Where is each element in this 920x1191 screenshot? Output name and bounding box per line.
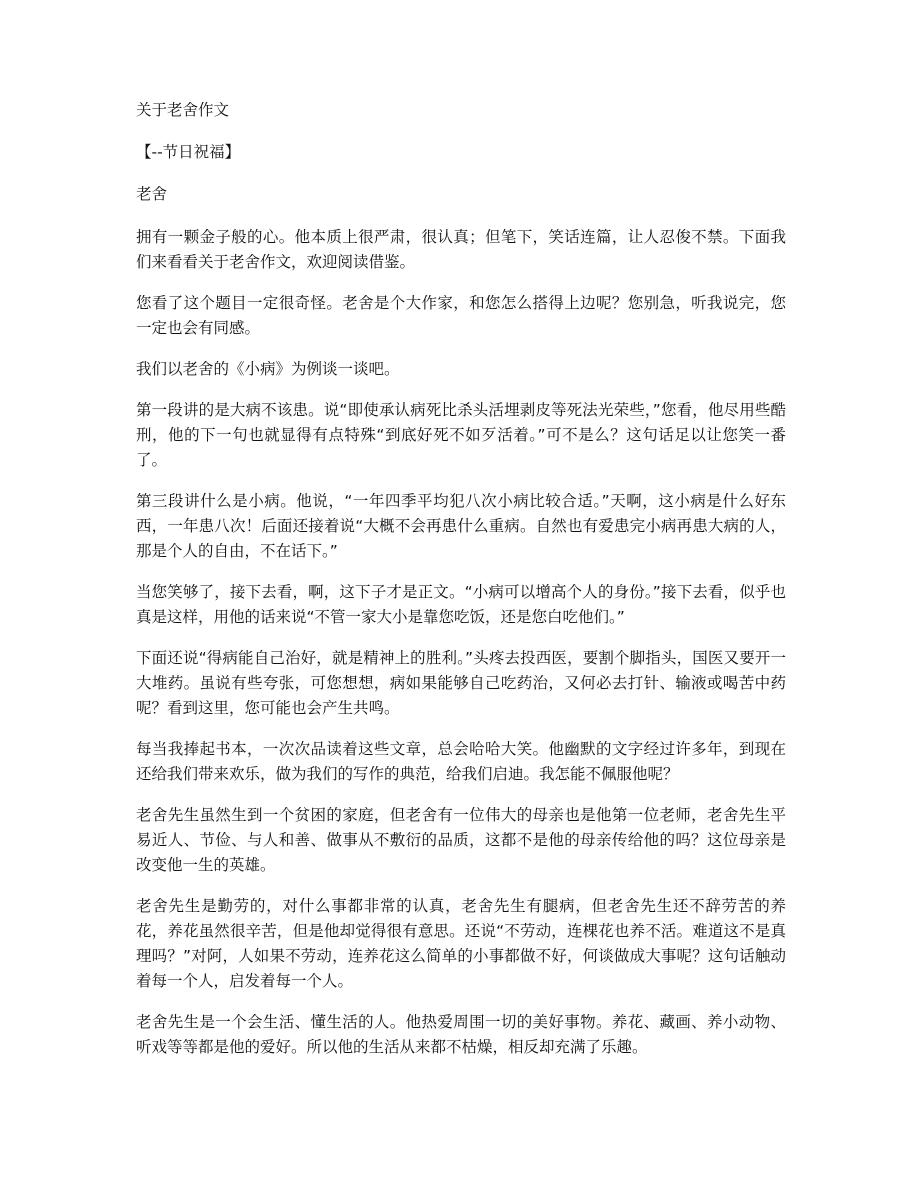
document-page — [136, 98, 786, 1076]
paragraph-10: 老舍先生是勤劳的，对什么事都非常的认真，老舍先生有腿病，但老舍先生还不辞劳苦的养花，养花虽然很辛苦，但是他却觉得很有意思。还说“不劳动，连棵花也养不活。难道这不是真理吗？”对阿，人如果不劳动，连养花这么简单的小事都做不好，何谈做成大事呢？这句话触动着每一个人，启发着每一个人。 — [136, 897, 786, 990]
paragraph-8: 每当我捧起书本，一次次品读着这些文章，总会哈哈大笑。他幽默的文字经过许多年，到现在还给我们带来欢乐，做为我们的写作的典范，给我们启迪。我怎能不佩服他呢？ — [136, 740, 786, 783]
paragraph-2: 您看了这个题目一定很奇怪。老舍是个大作家，和您怎么搭得上边呢？您别急，听我说完，您一定也会有同感。 — [136, 294, 786, 337]
paragraph-4: 第一段讲的是大病不该患。说“即使承认病死比杀头活埋剥皮等死法光荣些，”您看，他尽用些酷刑，他的下一句也就显得有点特殊“到底好死不如歹活着。”可不是么？这句话足以让您笑一番了。 — [136, 401, 786, 469]
document-title: 关于老舍作文 — [136, 101, 230, 119]
paragraph-7: 下面还说“得病能自己治好，就是精神上的胜利。”头疼去投西医，要割个脚指头，国医又要开一大堆药。虽说有些夸张，可您想想，病如果能够自己吃药治，又何必去打针、输液或喝苦中药呢？看到这里，您可能也会产生共鸣。 — [136, 649, 786, 717]
paragraph-1: 拥有一颗金子般的心。他本质上很严肃，很认真；但笔下，笑话连篇，让人忍俊不禁。下面我们来看看关于老舍作文，欢迎阅读借鉴。 — [136, 228, 786, 271]
paragraph-3: 我们以老舍的《小病》为例谈一谈吧。 — [136, 360, 400, 378]
document-author: 老舍 — [136, 185, 168, 203]
paragraph-6: 当您笑够了，接下去看，啊，这下子才是正文。“小病可以增高个人的身份。”接下去看，似乎也真是这样，用他的话来说“不管一家大小是靠您吃饭，还是您白吃他们。” — [136, 583, 786, 626]
paragraph-11: 老舍先生是一个会生活、懂生活的人。他热爱周围一切的美好事物。养花、藏画、养小动物、听戏等等都是他的爱好。所以他的生活从来都不枯燥，相反却充满了乐趣。 — [136, 1013, 786, 1056]
document-tag: 【--节日祝福】 — [136, 143, 241, 161]
paragraph-5: 第三段讲什么是小病。他说，“一年四季平均犯八次小病比较合适。”天啊，这小病是什么好东西，一年患八次！后面还接着说“大概不会再患什么重病。自然也有爱患完小病再患大病的人，那是个人的自由，不在话下。” — [136, 492, 786, 560]
paragraph-9: 老舍先生虽然生到一个贫困的家庭，但老舍有一位伟大的母亲也是他第一位老师，老舍先生平易近人、节俭、与人和善、做事从不敷衍的品质，这都不是他的母亲传给他的吗？这位母亲是改变他一生的英雄。 — [136, 806, 786, 874]
